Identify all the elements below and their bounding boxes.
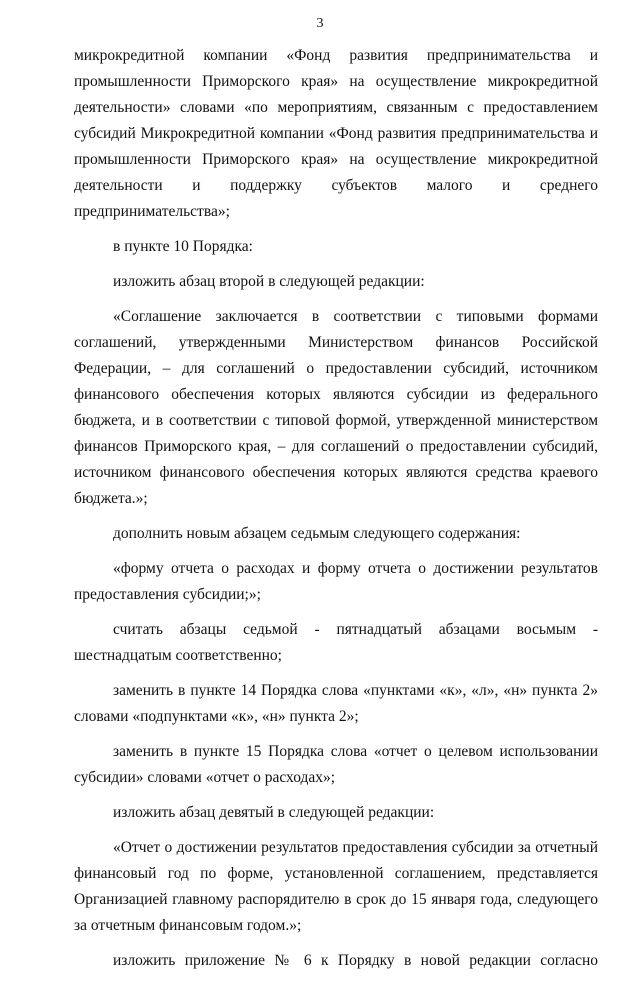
paragraph-appendix-6: изложить приложение № 6 к Порядку в новой редакции согласно (113, 952, 598, 969)
paragraph-renumber: считать абзацы седьмой - пятнадцатый абзацами восьмым - шестнадцатым соответственно; (74, 621, 598, 664)
paragraph-add-seventh: дополнить новым абзацем седьмым следующего содержания: (113, 525, 521, 542)
paragraph-amend-ninth: изложить абзац девятый в следующей редакции: (113, 804, 435, 821)
document-body (74, 43, 598, 983)
paragraph-report-form-quote: «форму отчета о расходах и форму отчета о достижении результатов предоставления субсидии;»; (74, 560, 598, 603)
paragraph-point-15: заменить в пункте 15 Порядка слова «отчет о целевом использовании субсидии» словами «отчет о расходах»; (74, 743, 598, 786)
paragraph-agreement-quote: «Соглашение заключается в соответствии с типовыми формами соглашений, утвержденными Министерством финансов Российской Федерации, – для соглашений о предоставлении субсидий, источником финансового обеспечения которых являются субсидии из федерального бюджета, и в соответствии с типовой формой, утвержденной министерством финансов Приморского края, – для соглашений о предоставлении субсидий, источником финансового обеспечения которых являются средства краевого бюджета.»; (74, 308, 598, 507)
paragraph-point-14: заменить в пункте 14 Порядка слова «пунктами «к», «л», «н» пункта 2» словами «подпунктами «к», «н» пункта 2»; (74, 682, 598, 725)
page-number: 3 (316, 16, 324, 31)
paragraph-point-10: в пункте 10 Порядка: (113, 238, 253, 255)
paragraph-amend-second: изложить абзац второй в следующей редакции: (113, 273, 425, 290)
paragraph-continuation: микрокредитной компании «Фонд развития предпринимательства и промышленности Приморского края» на осуществление микрокредитной деятельности» словами «по мероприятиям, связанным с предоставлением субсидий Микрокредитной компании «Фонд развития предпринимательства и промышленности Приморского края» на осуществление микрокредитной деятельности и поддержку субъектов малого и среднего предпринимательства»; (74, 47, 598, 220)
paragraph-report-quote: «Отчет о достижении результатов предоставления субсидии за отчетный финансовый год по форме, установленной соглашением, представляется Организацией главному распорядителю в срок до 15 января года, следующего за отчетным финансовым годом.»; (74, 839, 598, 934)
